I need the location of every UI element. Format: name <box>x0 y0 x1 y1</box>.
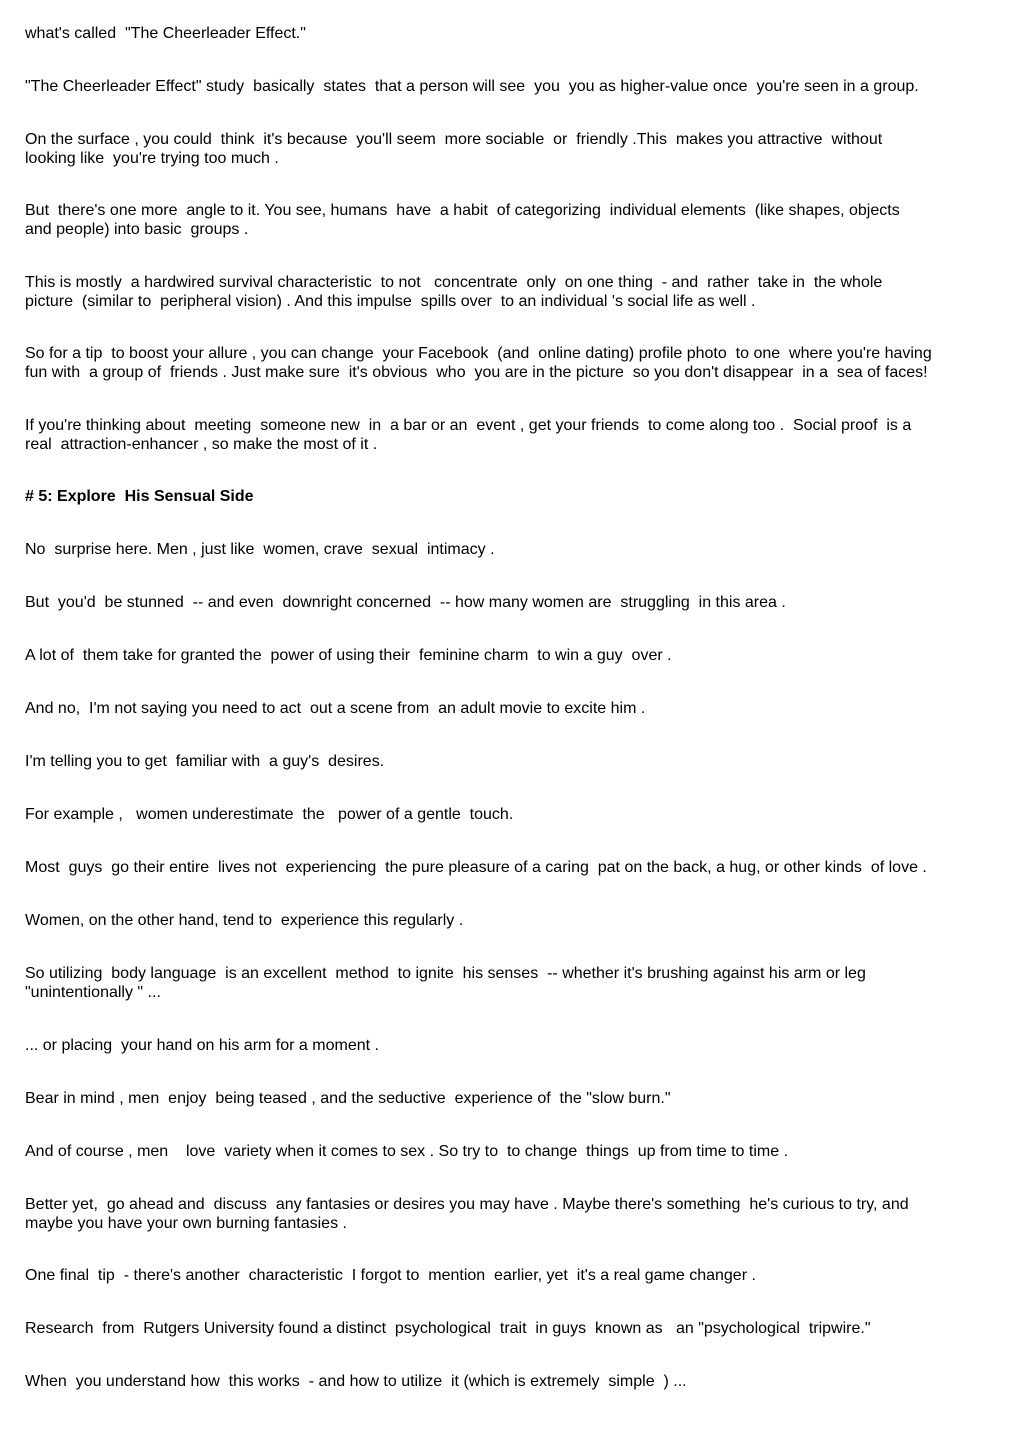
paragraph-body-language: So utilizing body language is an excellent method to ignite his senses -- whether it's brushing against his arm or leg "unintentionally " ... <box>25 965 866 1001</box>
section-heading: # 5: Explore His Sensual Side <box>25 488 254 505</box>
paragraph-women-regularly: Women, on the other hand, tend to experience this regularly . <box>25 912 464 929</box>
paragraph-fantasies: Better yet, go ahead and discuss any fantasies or desires you may have . Maybe there's something he's curious to try, and maybe you have your own burning fantasies . <box>25 1196 909 1232</box>
paragraph-most-guys: Most guys go their entire lives not experiencing the pure pleasure of a caring pat on the back, a hug, or other kinds of love . <box>25 859 927 876</box>
paragraph-hardwired: This is mostly a hardwired survival characteristic to not concentrate only on one thing - and rather take in the whole picture (similar to peripheral vision) . And this impulse spills over to an individual 's social life as well . <box>25 274 883 310</box>
paragraph-no-surprise: No surprise here. Men , just like women, crave sexual intimacy . <box>25 541 495 558</box>
paragraph-surface: On the surface , you could think it's because you'll seem more sociable or friendly .This makes you attractive without looking like you're trying too much . <box>25 131 883 167</box>
paragraph-when-you-understand: When you understand how this works - and how to utilize it (which is extremely simple ) ... <box>25 1373 687 1390</box>
paragraph-social-proof: If you're thinking about meeting someone new in a bar or an event , get your friends to come along too . Social proof is a real attraction-enhancer , so make the most of it . <box>25 417 912 453</box>
paragraph-gentle-touch: For example , women underestimate the power of a gentle touch. <box>25 806 514 823</box>
paragraph-variety: And of course , men love variety when it comes to sex . So try to to change things up from time to time . <box>25 1143 789 1160</box>
paragraph-placing-hand: ... or placing your hand on his arm for a moment . <box>25 1037 379 1054</box>
paragraph-rutgers-research: Research from Rutgers University found a distinct psychological trait in guys known as an "psychological tripwire." <box>25 1320 871 1337</box>
paragraph-slow-burn: Bear in mind , men enjoy being teased , and the seductive experience of the "slow burn." <box>25 1090 671 1107</box>
paragraph-cheerleader-study: "The Cheerleader Effect" study basically states that a person will see you you as higher-value once you're seen in a group. <box>25 78 919 95</box>
paragraph-categorizing: But there's one more angle to it. You see, humans have a habit of categorizing individual elements (like shapes, objects and people) into basic groups . <box>25 202 900 238</box>
paragraph-stunned: But you'd be stunned -- and even downright concerned -- how many women are struggling in this area . <box>25 594 786 611</box>
paragraph-cheerleader-intro: what's called "The Cheerleader Effect." <box>25 25 306 42</box>
paragraph-feminine-charm: A lot of them take for granted the power of using their feminine charm to win a guy over . <box>25 647 672 664</box>
paragraph-desires: I'm telling you to get familiar with a guy's desires. <box>25 753 385 770</box>
paragraph-profile-photo-tip: So for a tip to boost your allure , you can change your Facebook (and online dating) profile photo to one where you're having fun with a group of friends . Just make sure it's obvious who you are in the picture so you don't disappear in a sea of faces! <box>25 345 932 381</box>
paragraph-final-tip: One final tip - there's another characteristic I forgot to mention earlier, yet it's a real game changer . <box>25 1267 756 1284</box>
paragraph-and-no: And no, I'm not saying you need to act out a scene from an adult movie to excite him . <box>25 700 646 717</box>
